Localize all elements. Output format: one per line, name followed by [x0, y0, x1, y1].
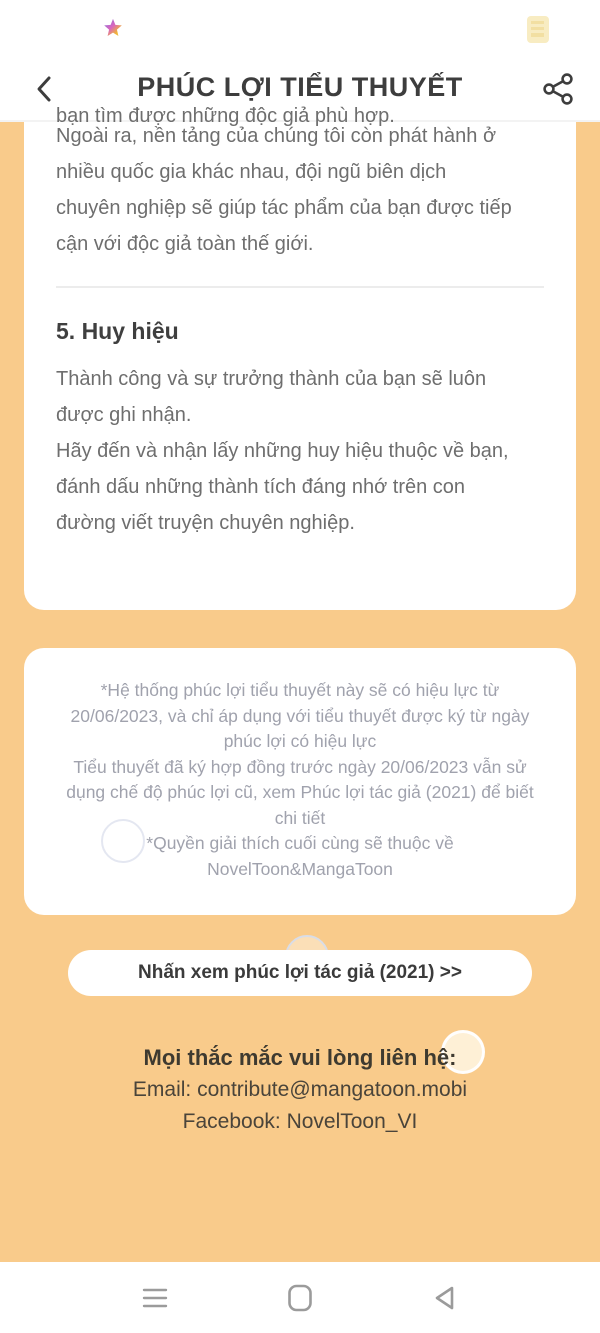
contact-section: [0, 1042, 600, 1138]
article-line: đường viết truyện chuyên nghiệp.: [56, 512, 355, 534]
disclaimer-line: *Quyền giải thích cuối cùng sẽ thuộc về: [146, 833, 454, 853]
back-triangle-icon: [430, 1283, 460, 1313]
contact-email[interactable]: Email: contribute@mangatoon.mobi: [132, 1078, 468, 1101]
disclaimer-card: [24, 648, 576, 915]
nav-back-button[interactable]: [429, 1282, 461, 1314]
disclaimer-line: NovelToon&MangaToon: [207, 858, 393, 879]
disclaimer-line: *Hệ thống phúc lợi tiểu thuyết này sẽ có hiệu lực từ: [100, 680, 500, 700]
welfare-article-card: [24, 105, 576, 610]
disclaimer-line: chi tiết: [274, 807, 326, 828]
article-line: nhiều quốc gia khác nhau, đội ngũ biên dịch: [56, 161, 447, 183]
article-clipped-text: bạn tìm được những độc giả phù hợp.: [56, 105, 395, 127]
section-heading-badges: 5. Huy hiệu: [56, 318, 179, 344]
disclaimer-line: dụng chế độ phúc lợi cũ, xem Phúc lợi tác giả (2021) để biết: [66, 782, 534, 802]
chevron-left-icon: [34, 74, 54, 104]
status-bar: [0, 0, 600, 55]
recent-apps-icon: [140, 1285, 170, 1311]
article-line: Ngoài ra, nền tảng của chúng tôi còn phát hành ở: [56, 125, 497, 147]
article-line: cận với độc giả toàn thế giới.: [56, 233, 314, 255]
home-button[interactable]: [284, 1282, 316, 1314]
home-icon: [286, 1282, 314, 1314]
section-divider: [56, 286, 544, 288]
article-line: Hãy đến và nhận lấy những huy hiệu thuộc về bạn,: [56, 440, 509, 462]
article-paragraph-badges: [56, 361, 544, 541]
decorative-bubble: [101, 819, 145, 863]
disclaimer-line: phúc lợi có hiệu lực: [223, 731, 377, 751]
contact-heading: Mọi thắc mắc vui lòng liên hệ:: [143, 1045, 457, 1070]
article-line: đánh dấu những thành tích đáng nhớ trên con: [56, 476, 466, 498]
recent-apps-button[interactable]: [139, 1282, 171, 1314]
article-line: được ghi nhận.: [56, 404, 192, 426]
clipped-scrolled-line: [56, 98, 544, 127]
view-2021-welfare-button[interactable]: Nhấn xem phúc lợi tác giả (2021) >>: [68, 950, 532, 996]
share-button[interactable]: [538, 69, 578, 109]
share-icon: [541, 72, 575, 106]
article-line: Thành công và sự trưởng thành của bạn sẽ luôn: [56, 368, 487, 390]
page-title: PHÚC LỢI TIỂU THUYẾT: [137, 72, 463, 102]
disclaimer-line: 20/06/2023, và chỉ áp dụng với tiểu thuyết được ký từ ngày: [70, 705, 530, 726]
contact-facebook[interactable]: Facebook: NovelToon_VI: [182, 1110, 418, 1133]
status-badge-icon: [527, 16, 549, 43]
article-line: chuyên nghiệp sẽ giúp tác phẩm của bạn được tiếp: [56, 197, 512, 219]
android-nav-bar: [0, 1262, 600, 1333]
disclaimer-line: Tiểu thuyết đã ký hợp đồng trước ngày 20/06/2023 vẫn sử: [73, 756, 527, 777]
article-paragraph-global: [56, 118, 544, 262]
notification-star-icon: [102, 17, 124, 39]
